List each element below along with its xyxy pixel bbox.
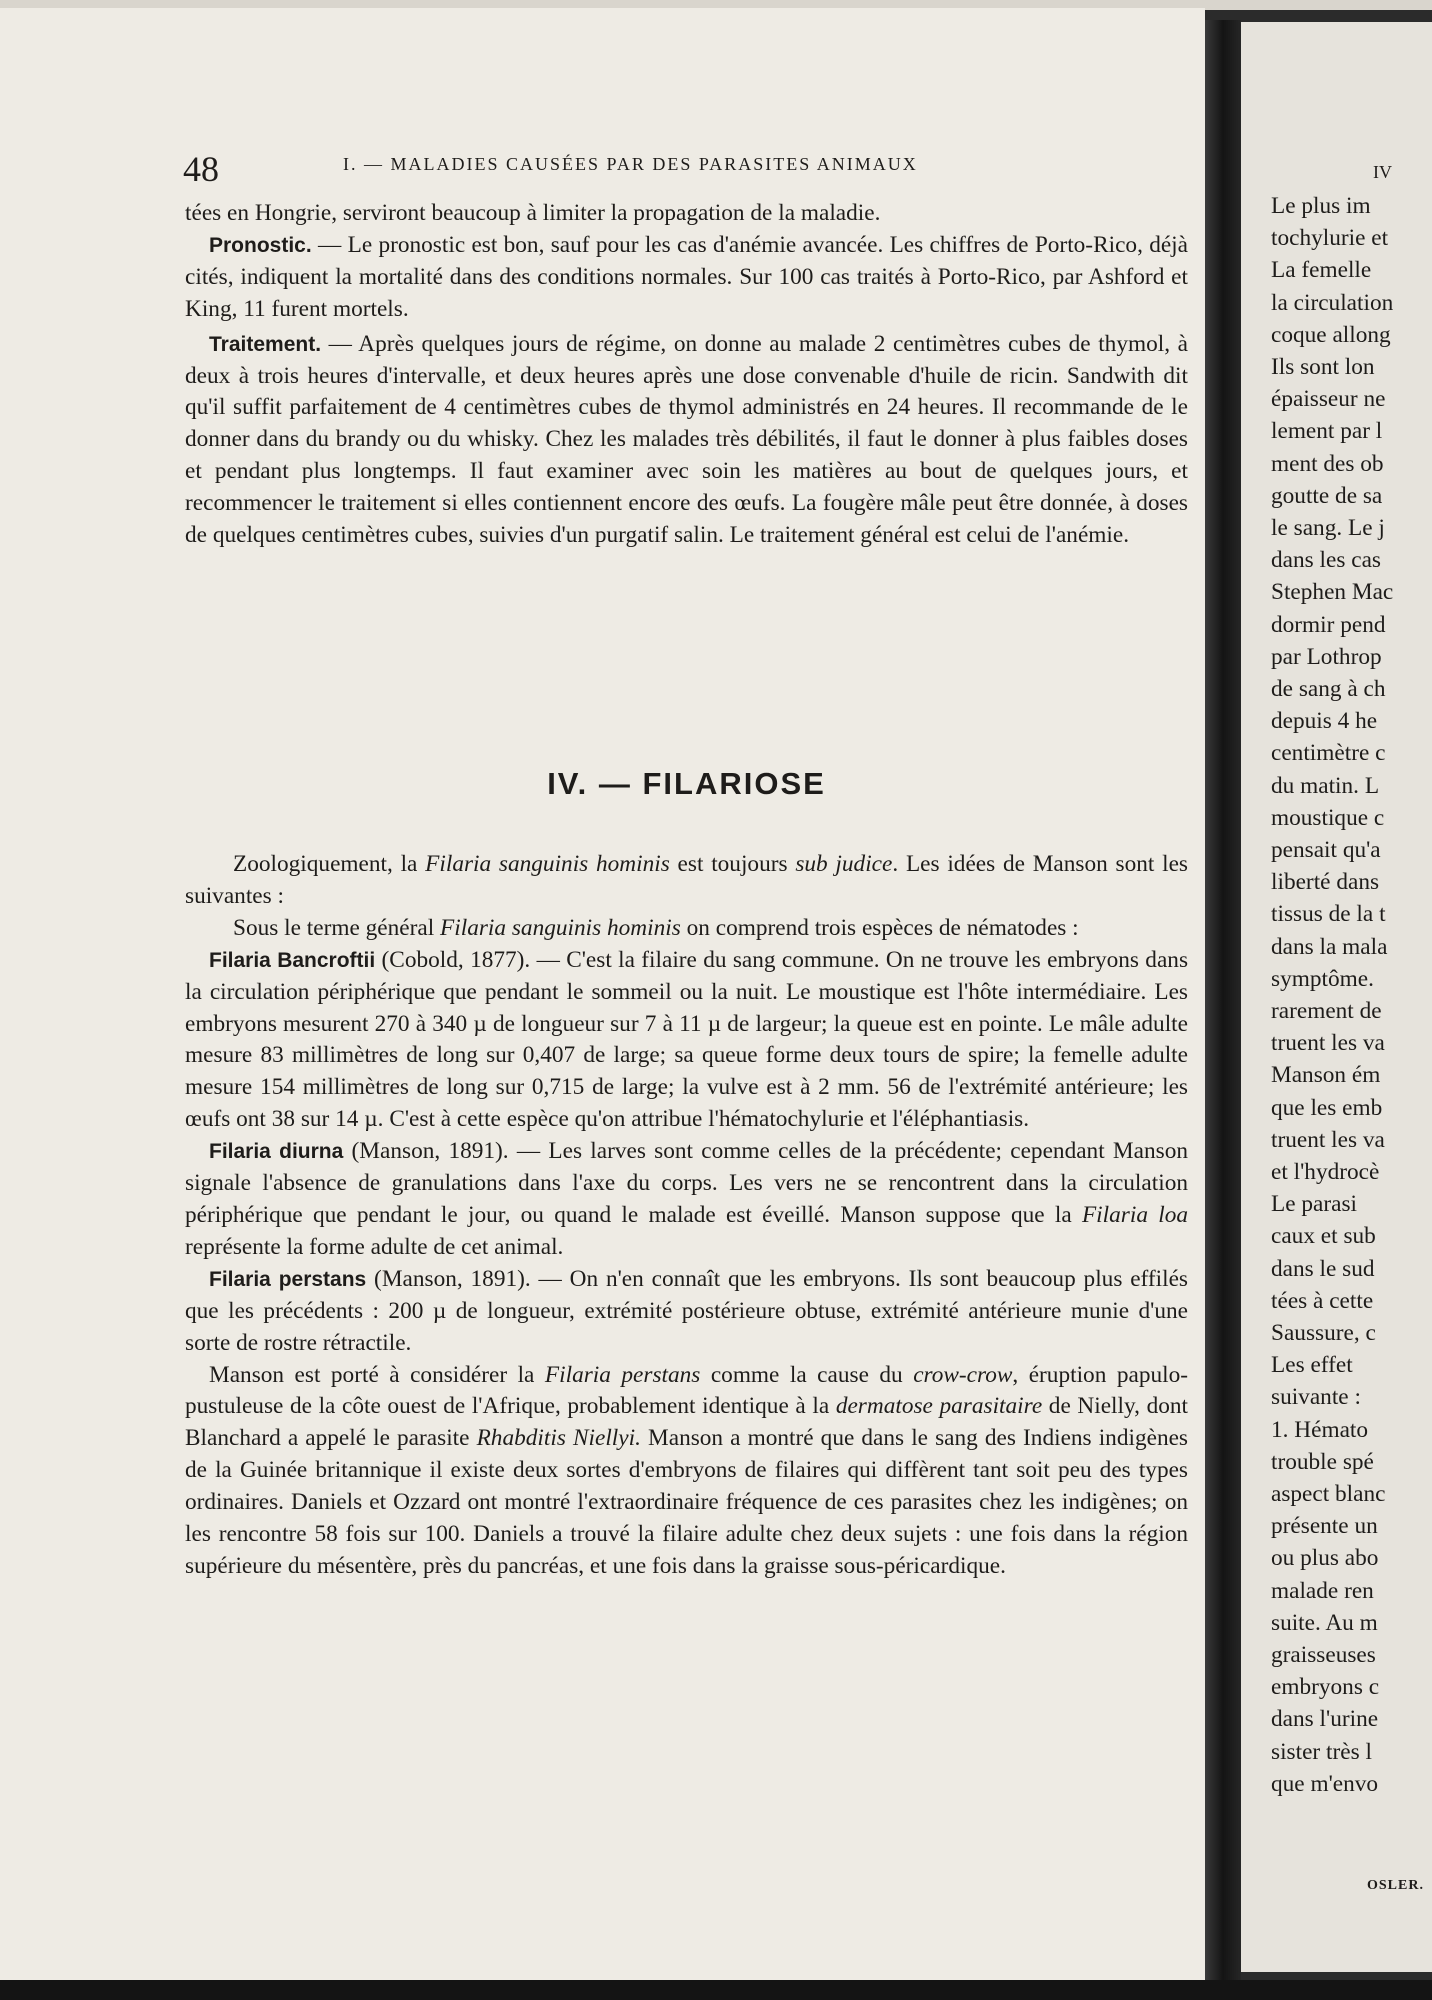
sous-text-1: Sous le terme général (233, 914, 441, 941)
right-page-line: Le plus im (1271, 193, 1371, 219)
right-page-line: dans l'urine (1271, 1706, 1379, 1733)
right-page-line: graisseuses (1271, 1642, 1376, 1668)
right-page-line: 1. Hémato (1271, 1416, 1369, 1443)
filariose-text-block (185, 849, 1188, 1583)
right-page-line: Manson ém (1271, 1062, 1381, 1089)
right-page-line: Stephen Mac (1271, 579, 1394, 606)
perstans-text: (Manson, 1891). — On n'en connaît que les embryons. Ils sont beaucoup plus effilés que les précédents : 200 µ de longueur, extrémité postérieure obtuse, extrémité antérieure munie d'une sorte de rostre rétractile. (185, 1265, 1188, 1356)
running-title: I. — MALADIES CAUSÉES PAR DES PARASITES ANIMAUX (343, 154, 918, 174)
book-gutter (1205, 20, 1241, 1980)
right-page-line: truent les va (1271, 1126, 1385, 1153)
right-page-line: du matin. L (1271, 772, 1380, 799)
right-page-line: trouble spé (1271, 1448, 1374, 1475)
right-page-line: tissus de la t (1271, 901, 1386, 928)
diurna-italic: Filaria loa (1081, 1201, 1188, 1228)
intro-text-3: . Les idées de Manson sont les suivantes : (185, 851, 1189, 909)
right-page-line: tochylurie et (1271, 225, 1389, 252)
right-page-footer-fragment: OSLER. (1367, 1878, 1424, 1893)
right-page-line: aspect blanc (1271, 1481, 1386, 1507)
right-page-line: pensait qu'a (1271, 837, 1381, 863)
right-page-line: La femelle (1271, 257, 1372, 284)
traitement-text: — Après quelques jours de régime, on donne au malade 2 centimètres cubes de thymol, à deux à trois heures d'intervalle, et deux heures après une dose convenable d'huile de ricin. Sandwith dit qu'il suffit parfaitement de 4 centimètres cubes de thymol administrés en 24 heures. Il recommande de le donner dans du brandy ou du whisky. Chez les malades très débilités, il faut le donner à plus faibles doses et pendant plus longtemps. Il faut examiner avec soin les matières au bout de quelques jours, et recommencer le traitement si elles contiennent encore des œufs. La fougère mâle peut être donnée, à doses de quelques centimètres cubes, suivies d'un purgatif salin. Le traitement général est celui de l'anémie. (185, 330, 1188, 549)
bancroftii-label: Filaria Bancroftii (209, 948, 376, 972)
left-page (0, 8, 1205, 1980)
right-page-line: la circulation (1271, 289, 1394, 316)
right-page-header-fragment: IV (1373, 162, 1392, 182)
right-page-line: ou plus abo (1271, 1545, 1379, 1572)
right-page-line: sister très l (1271, 1738, 1372, 1765)
pronostic-paragraph (185, 230, 1188, 326)
right-page-line: le sang. Le j (1271, 515, 1385, 541)
manson-italic-4: Rhabditis Niellyi. (476, 1425, 641, 1452)
diurna-text-2: représente la forme adulte de cet animal. (185, 1233, 564, 1260)
right-page-line: centimètre c (1271, 740, 1386, 767)
continuation-paragraph: tées en Hongrie, serviront beaucoup à limiter la propagation de la maladie. (185, 200, 881, 226)
right-page-line: tées à cette (1271, 1287, 1374, 1314)
manson-italic-2: crow-crow (913, 1361, 1013, 1388)
manson-paragraph (185, 1360, 1188, 1583)
right-page-line: Ils sont lon (1271, 354, 1375, 380)
perstans-label: Filaria perstans (209, 1267, 367, 1291)
right-page-line: suivante : (1271, 1384, 1361, 1411)
perstans-paragraph (185, 1264, 1188, 1360)
right-page-line: dans la mala (1271, 933, 1388, 960)
diurna-text-1: (Manson, 1891). — Les larves sont comme celles de la précédente; cependant Manson signale l'absence de granulations dans l'axe du corps. Les vers ne se rencontrent dans la circulation périphérique que pendant le jour, ou quand le malade est éveillé. Manson suppose que la (185, 1138, 1188, 1228)
right-page-line: liberté dans (1271, 869, 1380, 896)
right-page-line: symptôme. (1271, 965, 1374, 992)
manson-italic-1: Filaria perstans (544, 1361, 701, 1388)
right-page (1241, 22, 1432, 1972)
right-page-line: présente un (1271, 1513, 1378, 1540)
right-page-line: moustique c (1271, 804, 1385, 831)
right-page-line: que les emb (1271, 1094, 1383, 1121)
right-page-line: Les effet (1271, 1352, 1353, 1379)
right-page-line: malade ren (1271, 1577, 1374, 1604)
right-page-line: coque allong (1271, 321, 1391, 348)
diurna-paragraph (185, 1136, 1188, 1264)
right-page-line: goutte de sa (1271, 482, 1383, 509)
section-title: IV. — FILARIOSE (547, 766, 826, 801)
scan-bottom-edge (0, 1980, 1432, 2000)
right-page-line: suite. Au m (1271, 1609, 1378, 1636)
right-page-line: par Lothrop (1271, 643, 1382, 670)
page-header (183, 148, 1193, 188)
intro-paragraph (185, 849, 1188, 913)
right-page-line: dans les cas (1271, 547, 1381, 574)
right-page-line: que m'envo (1271, 1770, 1379, 1797)
diurna-label: Filaria diurna (209, 1140, 344, 1164)
pronostic-label: Pronostic. (209, 233, 312, 257)
right-page-line: depuis 4 he (1271, 708, 1378, 735)
sous-text-2: on comprend trois espèces de nématodes : (680, 914, 1079, 941)
manson-text-4: de Nielly, dont Blanchard a appelé le parasite (185, 1393, 1188, 1452)
top-text-block (185, 198, 1188, 552)
traitement-paragraph (185, 329, 1188, 552)
right-page-line: dormir pend (1271, 611, 1386, 638)
manson-text-1: Manson est porté à considérer la (209, 1361, 545, 1388)
right-page-line: épaisseur ne (1271, 386, 1386, 413)
intro-text-2: est toujours (669, 851, 796, 877)
traitement-label: Traitement. (209, 332, 322, 356)
right-page-line: Saussure, c (1271, 1320, 1376, 1346)
intro-italic-2: sub judice (795, 851, 893, 877)
right-page-line: embryons c (1271, 1674, 1380, 1701)
manson-italic-3: dermatose parasitaire (835, 1393, 1043, 1420)
page-number: 48 (183, 149, 219, 189)
manson-text-5: Manson a montré que dans le sang des Indiens indigènes de la Guinée britannique il existe deux sortes d'embryons de filaires qui diffèrent tant soit peu des types ordinaires. Daniels et Ozzard ont montré l'extraordinaire fréquence de ces parasites chez les indigènes; on les rencontre 58 fois sur 100. Daniels a trouvé la filaire adulte chez deux sujets : une fois dans la région supérieure du mésentère, près du pancréas, et une fois dans la graisse sous-péricardique. (185, 1425, 1188, 1579)
sous-italic: Filaria sanguinis hominis (440, 914, 681, 941)
intro-italic-1: Filaria sanguinis hominis (425, 851, 670, 877)
right-page-line: caux et sub (1271, 1223, 1376, 1250)
manson-text-3: , éruption papulo-pustuleuse de la côte ouest de l'Afrique, probablement identique à la (185, 1361, 1188, 1420)
sous-paragraph (185, 913, 1188, 945)
pronostic-text: — Le pronostic est bon, sauf pour les cas d'anémie avancée. Les chiffres de Porto-Rico, déjà cités, indiquent la mortalité dans des conditions normales. Sur 100 cas traités à Porto-Rico, par Ashford et King, 11 furent mortels. (185, 231, 1188, 322)
right-page-line: Le parasi (1271, 1191, 1358, 1218)
right-page-line: ment des ob (1271, 450, 1384, 477)
bancroftii-paragraph (185, 945, 1188, 1136)
right-page-line: truent les va (1271, 1030, 1385, 1057)
bancroftii-text: (Cobold, 1877). — C'est la filaire du sang commune. On ne trouve les embryons dans la circulation périphérique que pendant le sommeil ou la nuit. Le moustique est l'hôte intermédiaire. Les embryons mesurent 270 à 340 µ de longueur sur 7 à 11 µ de largeur; la queue est en pointe. Le mâle adulte mesure 83 millimètres de long sur 0,407 de large; sa queue forme deux tours de spire; la femelle adulte mesure 154 millimètres de long sur 0,715 de large; la vulve est à 2 mm. 56 de l'extrémité antérieure; les œufs ont 38 sur 14 µ. C'est à cette espèce qu'on attribue l'hématochylurie et l'éléphantiasis. (185, 946, 1189, 1133)
manson-text-2: comme la cause du (700, 1361, 914, 1388)
intro-text-1: Zoologiquement, la (233, 851, 426, 877)
right-page-line: dans le sud (1271, 1255, 1375, 1282)
right-page-line: lement par l (1271, 418, 1383, 445)
right-page-line: et l'hydrocè (1271, 1159, 1380, 1185)
right-page-line: de sang à ch (1271, 676, 1386, 702)
right-page-line: rarement de (1271, 998, 1382, 1024)
